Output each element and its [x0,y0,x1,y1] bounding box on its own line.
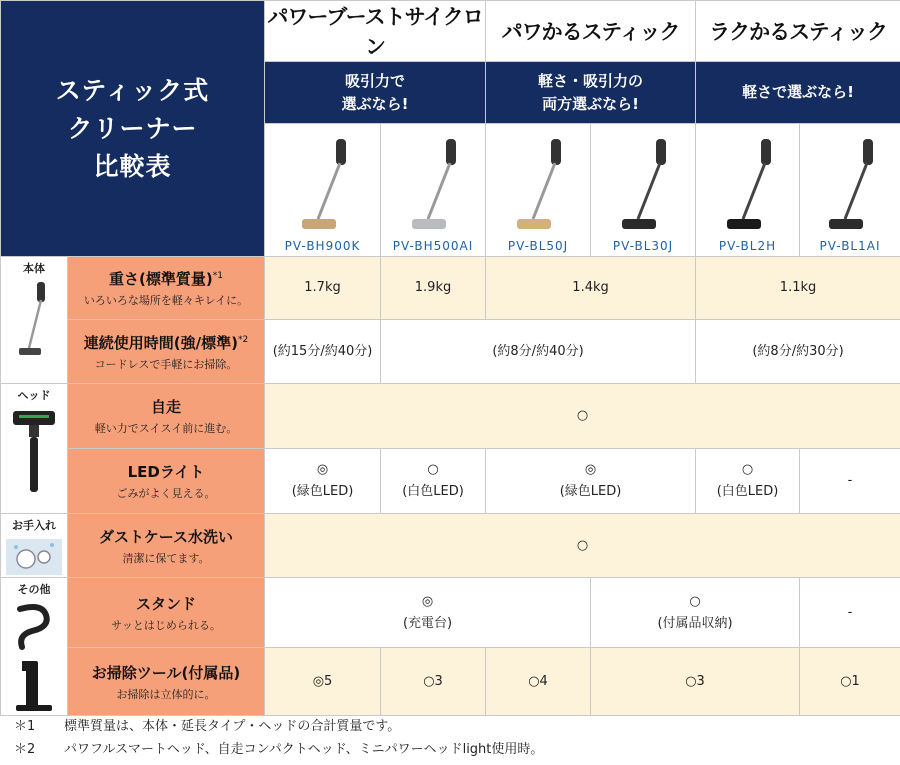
category-other [1,578,68,716]
stick-vacuum-image [288,135,358,235]
footnote-2 [14,738,543,757]
led-note: (緑色LED) [559,484,622,499]
stand-note: (付属品収納) [657,615,733,631]
stick-vacuum-image [608,135,678,235]
feature-name: 連続使用時間(強/標準) [83,333,238,352]
self-propelled-value: ○ [265,384,900,449]
feature-desc: サッとはじめられる。 [111,618,221,632]
led-mark: ○ [741,462,754,477]
category-label: 本体 [23,262,45,275]
weight-value: 1.4kg [486,257,696,320]
feature-weight [68,257,265,320]
tools-value: ○3 [381,648,486,716]
stand-note: (充電台) [402,615,453,631]
feature-desc: 清潔に保てます。 [122,551,210,565]
weight-value: 1.9kg [381,257,486,320]
runtime-value: (約8分/約40分) [381,320,696,384]
title-line-3: 比較表 [93,151,172,181]
led-value [800,449,900,514]
stick-vacuum-image [503,135,573,235]
series-name-pawakaru: パワかるスティック [486,1,696,62]
footnote-text: パワフルスマートヘッド、自走コンパクトヘッド、ミニパワーヘッドlight使用時。 [64,742,544,757]
led-mark: - [847,473,853,488]
product-cell [265,124,381,257]
led-value [696,449,800,514]
feature-name: ダストケース水洗い [99,527,233,546]
led-mark: ○ [427,462,439,477]
water-wash-icon [4,537,64,577]
product-cell [486,124,591,257]
feature-name: スタンド [136,594,197,613]
led-note: (緑色LED) [291,484,354,499]
tools-value: ○3 [591,648,800,716]
stand-mark: ◎ [421,593,434,609]
tools-value: ◎5 [265,648,381,716]
runtime-value: (約15分/約40分) [265,320,381,384]
title-line-2: クリーナー [67,113,198,143]
subtitle-line: 選ぶなら! [341,94,409,113]
tools-value: ○1 [800,648,900,716]
stand-mark: - [847,604,853,620]
stand-value [800,578,900,648]
product-cell [591,124,696,257]
feature-name: 重さ(標準質量) [109,270,213,288]
product-cell [696,124,800,257]
feature-desc: お掃除は立体的に。 [116,687,216,701]
weight-value: 1.7kg [265,257,381,320]
stick-vacuum-icon [17,280,51,360]
led-value [486,449,696,514]
series-subtitle-power-boost [265,62,486,124]
feature-name: お掃除ツール(付属品) [91,663,241,682]
dust-case-value: ○ [265,514,900,578]
series-subtitle-pawakaru [486,62,696,124]
title-line-1: スティック式 [55,75,210,105]
product-cell [381,124,486,257]
subtitle-line: 両方選ぶなら! [542,94,639,113]
tools-value: ○4 [486,648,591,716]
stick-vacuum-image [713,135,783,235]
stand-value [591,578,800,648]
footnote-mark: *1 [212,271,223,281]
footnote-mark: *2 [237,334,249,345]
feature-desc: いろいろな場所を軽々キレイに。 [83,294,249,307]
footnote-1 [14,715,400,734]
crevice-tool-icon [12,601,56,651]
feature-led [68,449,265,514]
led-mark: ◎ [316,462,329,477]
feature-tools [68,648,265,716]
stick-vacuum-image [398,135,468,235]
head-icon [9,407,59,497]
feature-self-propelled [68,384,265,449]
series-name-power-boost: パワーブーストサイクロン [265,1,486,62]
category-label: お手入れ [12,519,56,532]
category-care [1,514,68,578]
model-name: PV-BH900K [284,239,361,253]
model-name: PV-BH500AI [392,239,474,253]
category-label: ヘッド [17,389,51,402]
footnote-text: 標準質量は、本体・延長タイプ・ヘッドの合計質量です。 [64,719,401,734]
feature-name: LEDライト [127,463,205,481]
footnote-mark: ＊1 [14,719,36,734]
feature-desc: ごみがよく見える。 [116,487,216,500]
subtitle-line: 吸引力で [345,71,406,90]
stand-value [265,578,591,648]
led-note: (白色LED) [402,484,464,499]
table-title [1,1,265,257]
product-cell [800,124,900,257]
category-label: その他 [17,583,51,596]
feature-name: 自走 [151,398,182,416]
model-name: PV-BL50J [507,239,569,253]
stand-mark: ○ [689,593,701,609]
model-name: PV-BL30J [612,239,674,253]
series-subtitle-rakukaru [696,62,900,124]
model-name: PV-BL2H [718,239,777,253]
feature-desc: 軽い力でスイスイ前に進む。 [94,422,238,435]
led-mark: ◎ [584,462,597,477]
model-name: PV-BL1AI [819,239,881,253]
feature-dust-case [68,514,265,578]
stick-vacuum-image [815,135,885,235]
led-note: (白色LED) [716,484,779,499]
feature-desc: コードレスで手軽にお掃除。 [94,357,238,371]
feature-stand [68,578,265,648]
led-value [265,449,381,514]
category-body [1,257,68,384]
weight-value: 1.1kg [696,257,900,320]
led-value [381,449,486,514]
subtitle-line: 軽さ・吸引力の [538,71,644,90]
subtitle-line: 軽さで選ぶなら! [742,83,854,101]
footnote-mark: ＊2 [14,742,36,757]
feature-runtime [68,320,265,384]
category-head [1,384,68,514]
runtime-value: (約8分/約30分) [696,320,900,384]
stand-icon [12,655,56,715]
series-name-rakukaru: ラクかるスティック [696,1,900,62]
